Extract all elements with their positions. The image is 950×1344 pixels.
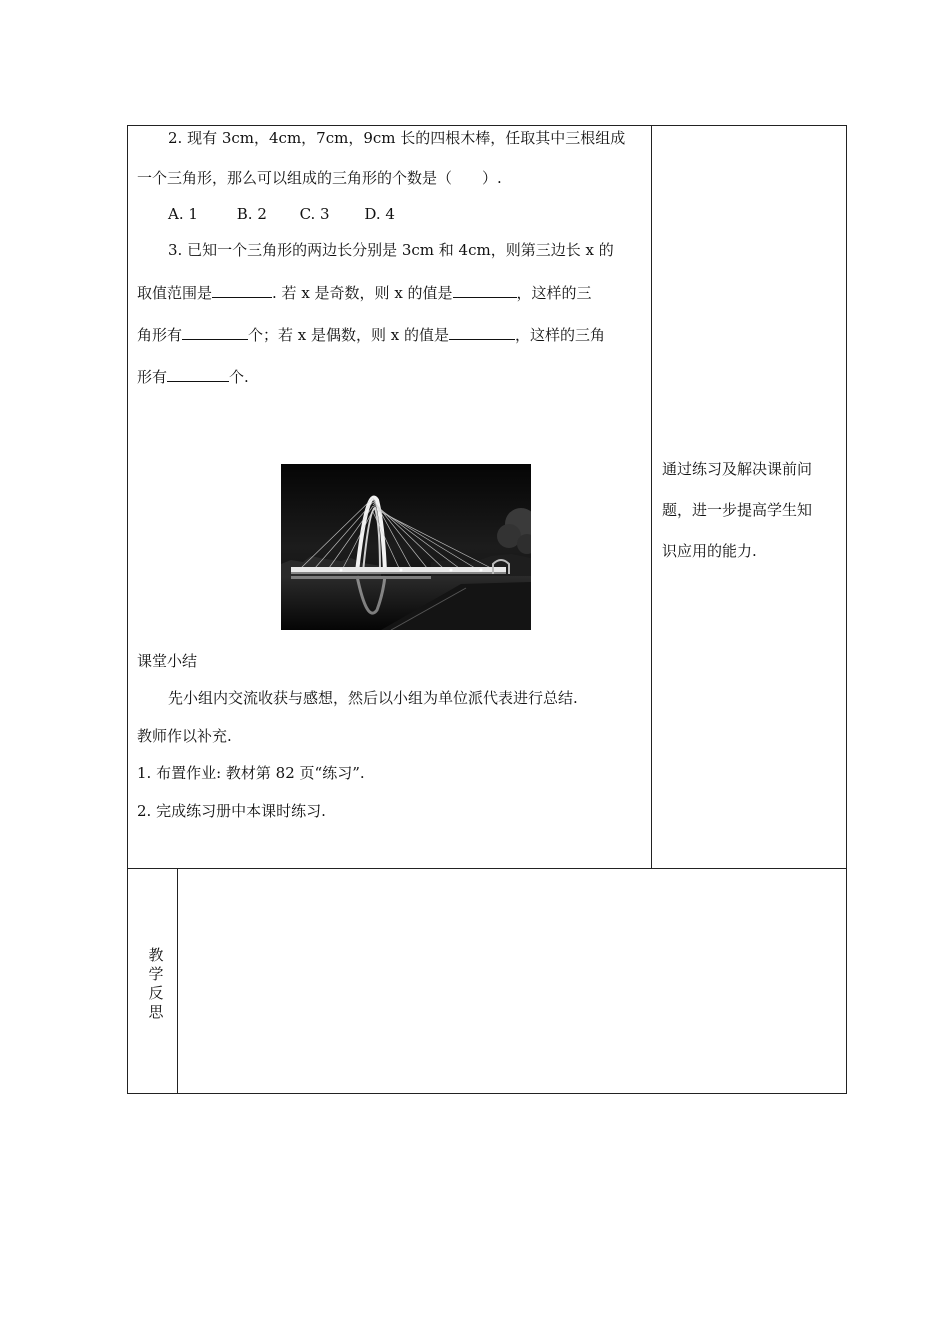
summary-item-2: 2. 完成练习册中本课时练习. <box>137 802 326 820</box>
question-2-line-2: 一个三角形，那么可以组成的三角形的个数是（ ）. <box>137 169 502 187</box>
intent-line-3: 识应用的能力. <box>662 542 757 560</box>
question-3-line-4: 形有 个. <box>137 368 249 386</box>
reflection-content-area <box>178 869 846 1093</box>
answer-blank <box>182 325 248 340</box>
option-d: D. 4 <box>364 205 395 223</box>
answer-blank <box>449 325 515 340</box>
answer-blank <box>167 367 229 382</box>
question-3-line-2: 取值范围是 . 若 x 是奇数，则 x 的值是 ，这样的三 <box>137 284 592 302</box>
bridge-photo <box>281 464 531 630</box>
column-divider <box>651 125 652 869</box>
option-c: C. 3 <box>299 205 330 223</box>
question-3-line-3: 角形有 个；若 x 是偶数，则 x 的值是 ，这样的三角 <box>137 326 606 344</box>
summary-paragraph-line-1: 先小组内交流收获与感想，然后以小组为单位派代表进行总结. <box>168 689 578 707</box>
summary-paragraph-line-2: 教师作以补充. <box>137 727 232 745</box>
question-3-line-1: 3. 已知一个三角形的两边长分别是 3cm 和 4cm，则第三边长 x 的 <box>168 241 614 259</box>
option-a: A. 1 <box>168 205 198 223</box>
intent-line-2: 题，进一步提高学生知 <box>662 501 813 519</box>
question-2-options <box>168 204 395 224</box>
answer-blank <box>453 283 517 298</box>
summary-item-1: 1. 布置作业: 教材第 82 页“练习”. <box>137 764 365 782</box>
reflection-label: 教 学 反 思 <box>148 946 164 1021</box>
question-2-line-1: 2. 现有 3cm，4cm，7cm，9cm 长的四根木棒，任取其中三根组成 <box>168 129 626 147</box>
option-b: B. 2 <box>236 205 267 223</box>
answer-blank <box>212 283 272 298</box>
summary-heading: 课堂小结 <box>137 652 198 670</box>
intent-line-1: 通过练习及解决课前问 <box>662 460 813 478</box>
